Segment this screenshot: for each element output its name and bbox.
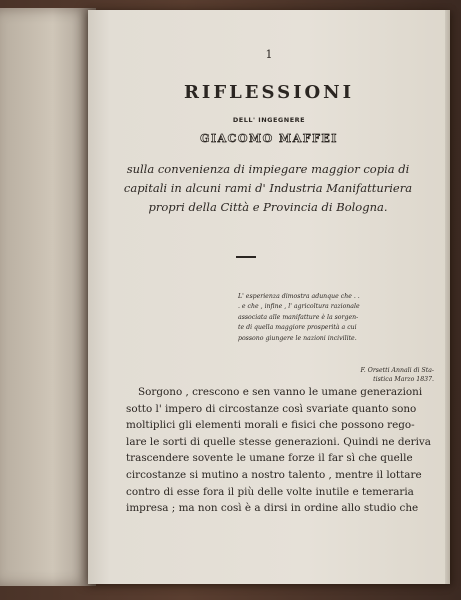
body-line: sotto l' impero di circostanze così svariate quanto sono (126, 402, 417, 415)
body-line: contro di esse fora il più delle volte inutile e temeraria (126, 485, 414, 498)
book-page (88, 10, 450, 584)
body-line: trascendere sovente le umane forze il far sì che quelle (126, 452, 413, 465)
body-text (126, 384, 431, 517)
author-prefix: DELL' INGEGNERE (232, 116, 306, 124)
page-number: 1 (265, 48, 273, 61)
left-page-edge (0, 8, 96, 586)
body-line: Sorgono , crescono e sen vanno le umane generazioni (138, 386, 423, 398)
body-line: moltiplici gli elementi morali e fisici che possono rego- (126, 419, 415, 432)
lead-line: sulla convenienza di impiegare maggior copia di (126, 162, 410, 176)
body-line: lare le sorti di quelle stesse generazioni. Quindi ne deriva (126, 435, 431, 448)
epigraph-line: associata alle manifatture è la sorgen- (238, 313, 359, 321)
separator-rule (236, 256, 256, 258)
body-line: impresa ; ma non così è a dirsi in ordine allo studio che (126, 502, 419, 515)
epigraph-line: L' esperienza dimostra adunque che . . (238, 293, 360, 300)
citation-line: tistica Marzo 1837. (373, 376, 434, 383)
epigraph-citation (314, 366, 434, 384)
body-line: circostanze si mutino a nostro talento , mentre il lottare (126, 468, 422, 481)
lead-line: capitali in alcuni rami d' Industria Manifatturiera (123, 181, 413, 195)
epigraph-line: . e che , infine , l' agricoltura razionale (238, 303, 360, 311)
epigraph-line: possono giungere le nazioni incivilite. (238, 334, 357, 342)
epigraph-line: te di quella maggiore prosperità a cui (238, 324, 357, 332)
title-description (118, 160, 418, 217)
document-title: RIFLESSIONI (183, 82, 355, 103)
epigraph (238, 292, 438, 344)
lead-line: propri della Città e Provincia di Bologna. (148, 200, 388, 214)
citation-line: F. Orsetti Annali di Sta- (360, 367, 434, 374)
author-name: GIACOMO MAFFEI (200, 132, 338, 145)
